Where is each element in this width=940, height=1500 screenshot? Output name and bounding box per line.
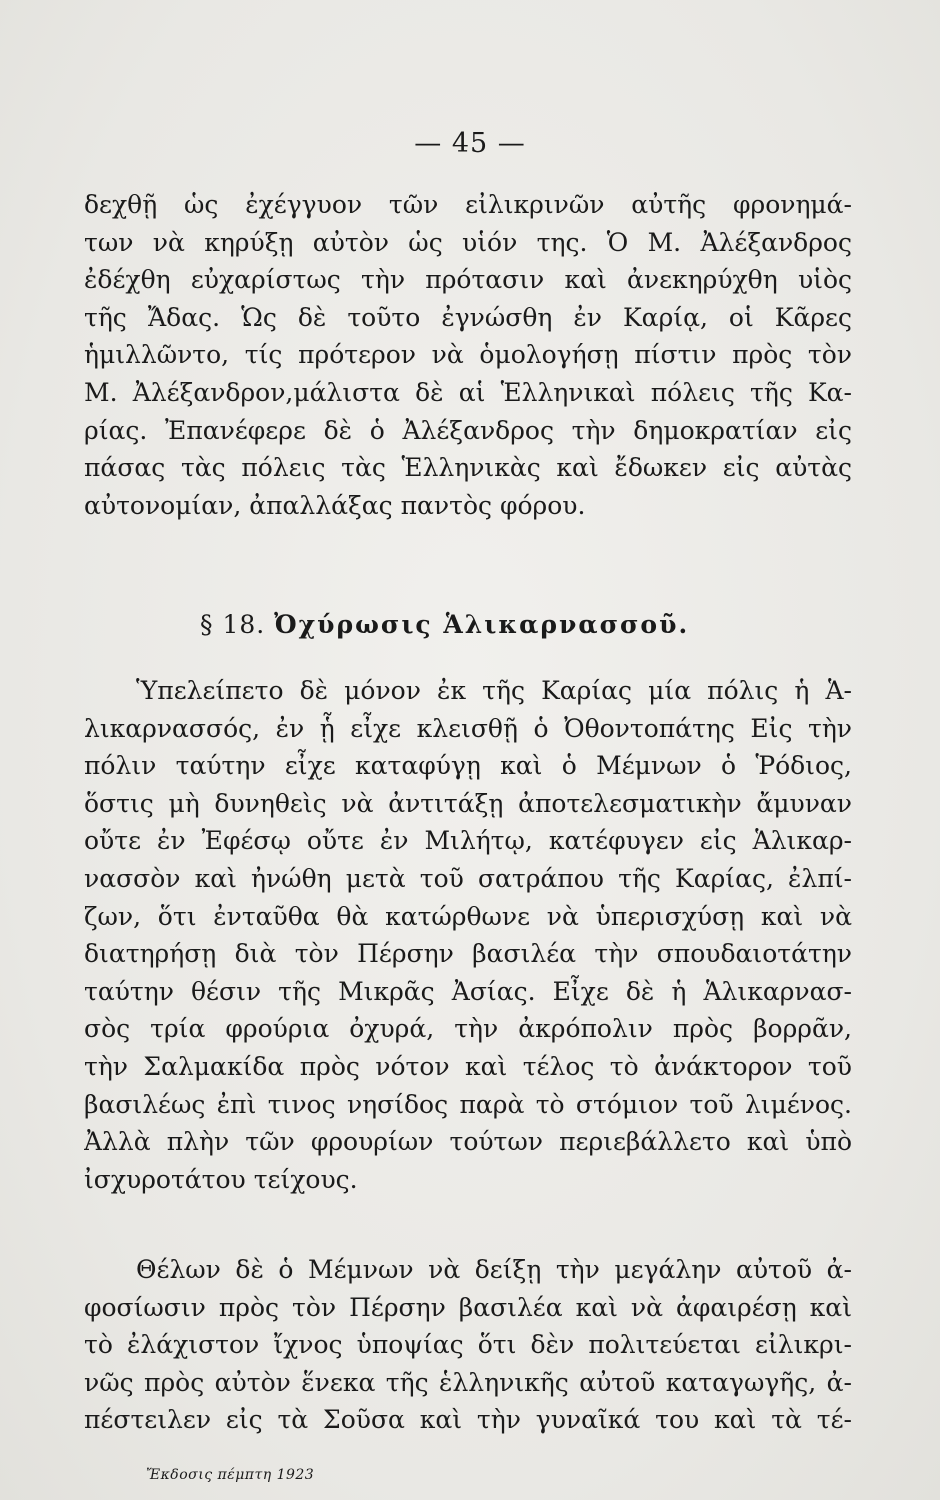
text-line: διατηρήσῃ διὰ τὸν Πέρσην βασιλέα τὴν σπουδαιοτάτην <box>84 939 852 969</box>
text-line: ὅστις μὴ δυνηθεὶς νὰ ἀντιτάξῃ ἀποτελεσματικὴν ἄμυναν <box>84 788 852 818</box>
text-line: ταύτην θέσιν τῆς Μικρᾶς Ἀσίας. Εἶχε δὲ ἡ Ἁλικαρνασ- <box>84 976 852 1006</box>
text-line: οὔτε ἐν Ἐφέσῳ οὔτε ἐν Μιλήτῳ, κατέφυγεν εἰς Ἁλικαρ- <box>84 826 852 856</box>
text-line: νῶς πρὸς αὐτὸν ἕνεκα τῆς ἑλληνικῆς αὐτοῦ καταγωγῆς, ἀ- <box>84 1367 852 1397</box>
page-number: — 45 — <box>414 128 526 159</box>
text-line: ἡμιλλῶντο, τίς πρότερον νὰ ὁμολογήσῃ πίστιν πρὸς τὸν <box>84 340 852 370</box>
text-line: ἰσχυροτάτου τείχους. <box>84 1164 358 1194</box>
text-line: βασιλέως ἐπὶ τινος νησίδος παρὰ τὸ στόμιον τοῦ λιμένος. <box>84 1089 852 1119</box>
paragraph-memnon <box>84 1251 852 1439</box>
text-line: σὸς τρία φρούρια ὀχυρά, τὴν ἀκρόπολιν πρὸς βορρᾶν, <box>84 1014 852 1044</box>
text-line: των νὰ κηρύξῃ αὐτὸν ὡς υἱόν της. Ὁ Μ. Ἀλέξανδρος <box>84 227 852 257</box>
text-line: πάσας τὰς πόλεις τὰς Ἑλληνικὰς καὶ ἔδωκεν εἰς αὐτὰς <box>84 453 852 483</box>
text-line: Ἀλλὰ πλὴν τῶν φρουρίων τούτων περιεβάλλετο καὶ ὑπὸ <box>84 1127 852 1157</box>
text-line: πόλιν ταύτην εἶχε καταφύγῃ καὶ ὁ Μέμνων ὁ Ῥόδιος, <box>84 751 852 781</box>
text-line: Μ. Ἀλέξανδρον,μάλιστα δὲ αἱ Ἑλληνικαὶ πόλεις τῆς Κα- <box>84 377 852 407</box>
paragraph-halicarnassus <box>84 672 852 1198</box>
text-line: ζων, ὅτι ἐνταῦθα θὰ κατώρθωνε νὰ ὑπερισχύσῃ καὶ νὰ <box>84 901 852 931</box>
text-line: νασσὸν καὶ ἠνώθη μετὰ τοῦ σατράπου τῆς Καρίας, ἐλπί- <box>84 863 852 893</box>
text-line: τῆς Ἄδας. Ὡς δὲ τοῦτο ἐγνώσθη ἐν Καρίᾳ, οἱ Κᾶρες <box>84 302 852 332</box>
text-line: Θέλων δὲ ὁ Μέμνων νὰ δείξῃ τὴν μεγάλην αὐτοῦ ἀ- <box>136 1255 852 1284</box>
text-line: φοσίωσιν πρὸς τὸν Πέρσην βασιλέα καὶ νὰ ἀφαιρέσῃ καὶ <box>84 1292 852 1322</box>
text-line: δεχθῇ ὡς ἐχέγγυον τῶν εἰλικρινῶν αὐτῆς φρονημά- <box>84 190 852 219</box>
paragraph-alexander-caria <box>84 186 852 524</box>
text-line: ρίας. Ἐπανέφερε δὲ ὁ Ἀλέξανδρος τὴν δημοκρατίαν εἰς <box>84 415 852 445</box>
text-line: Ὑπελείπετο δὲ μόνον ἐκ τῆς Καρίας μία πόλις ἡ Ἁ- <box>136 676 852 705</box>
edition-footer: Ἔκδοσις πέμπτη 1923 <box>146 1467 315 1483</box>
section-heading <box>200 610 689 639</box>
text-line: ἐδέχθη εὐχαρίστως τὴν πρότασιν καὶ ἀνεκηρύχθη υἱὸς <box>84 265 852 295</box>
text-line: λικαρνασσός, ἐν ᾗ εἶχε κλεισθῇ ὁ Ὀθοντοπάτης Εἰς τὴν <box>84 713 852 743</box>
text-line: αὐτονομίαν, ἀπαλλάξας παντὸς φόρου. <box>84 490 586 520</box>
section-title: Ὀχύρωσις Ἁλικαρνασσοῦ. <box>274 610 690 639</box>
section-number: § 18. <box>200 610 266 639</box>
text-line: πέστειλεν εἰς τὰ Σοῦσα καὶ τὴν γυναῖκά του καὶ τὰ τέ- <box>84 1405 852 1435</box>
text-line: τὸ ἐλάχιστον ἴχνος ὑποψίας ὅτι δὲν πολιτεύεται εἰλικρι- <box>84 1330 852 1360</box>
text-line: τὴν Σαλμακίδα πρὸς νότον καὶ τέλος τὸ ἀνάκτορον τοῦ <box>84 1051 852 1081</box>
